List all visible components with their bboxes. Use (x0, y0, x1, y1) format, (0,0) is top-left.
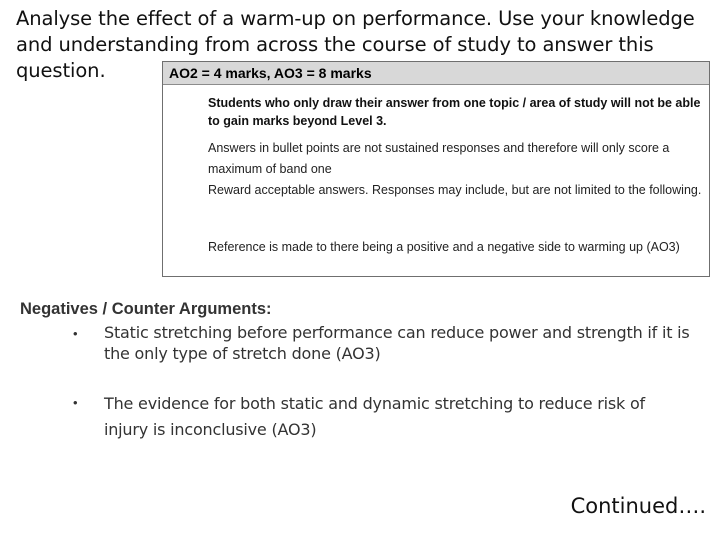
mark-scheme-reward-note: Reward acceptable answers. Responses may include, but are not limited to the following. (208, 183, 702, 197)
mark-scheme-bullet-note: Answers in bullet points are not sustained responses and therefore will only score a maximum of band one (208, 141, 670, 176)
continued-label: Continued…. (570, 494, 706, 518)
bullet-marker: • (73, 395, 78, 410)
negative-point-1: Static stretching before performance can reduce power and strength if it is the only type of stretch done (AO3) (104, 323, 690, 363)
mark-scheme-box (162, 61, 710, 277)
mark-scheme-level-note: Students who only draw their answer from one topic / area of study will not be able to gain marks beyond Level 3. (208, 96, 701, 128)
mark-scheme-reference-note: Reference is made to there being a positive and a negative side to warming up (AO3) (208, 240, 680, 254)
mark-scheme-header: AO2 = 4 marks, AO3 = 8 marks (163, 62, 709, 85)
bullet-marker: • (73, 326, 78, 341)
negatives-heading: Negatives / Counter Arguments: (20, 300, 272, 318)
negative-point-2: The evidence for both static and dynamic stretching to reduce risk of injury is inconclusive (AO3) (104, 394, 645, 439)
question-text: Analyse the effect of a warm-up on performance. Use your knowledge and understanding from across the course of study to answer this question. (16, 7, 695, 82)
